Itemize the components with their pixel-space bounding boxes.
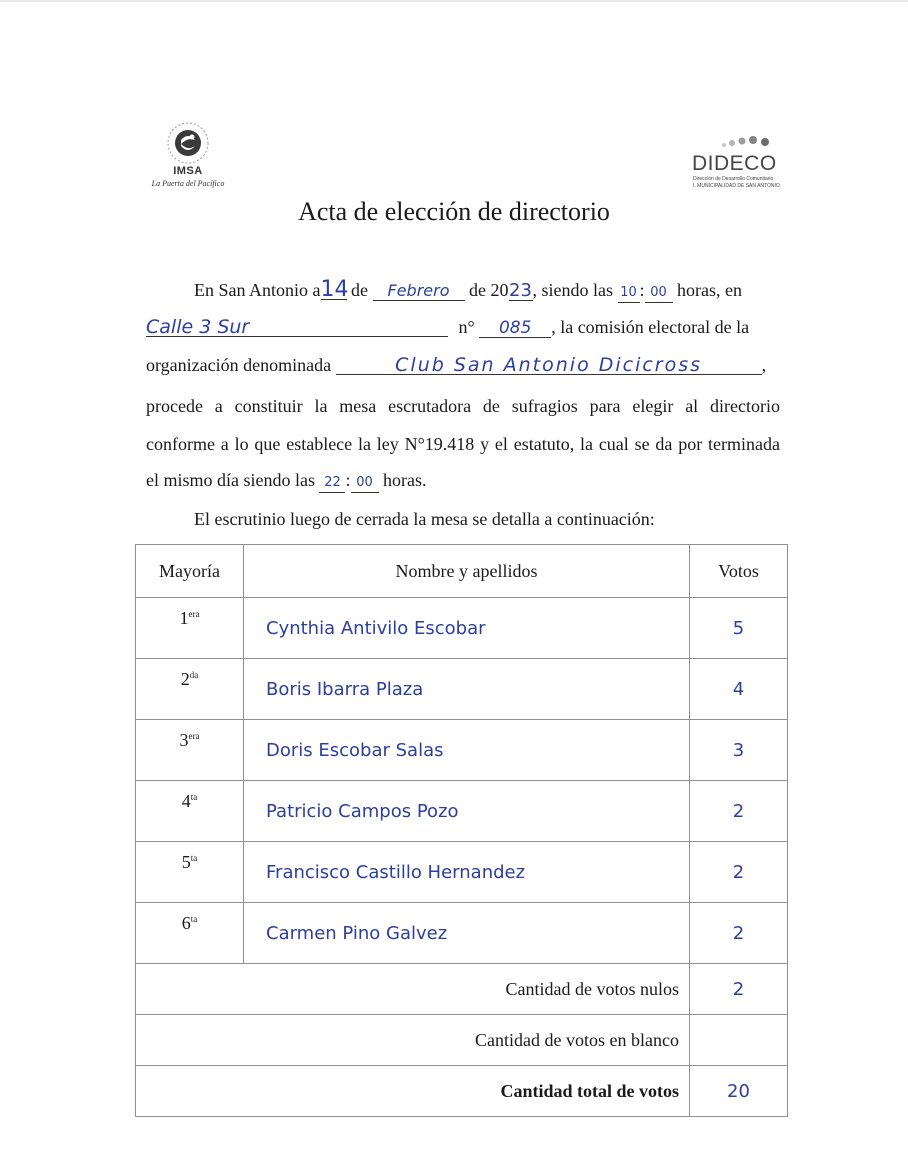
rank-number: 3 (179, 730, 189, 750)
imsa-tagline: La Puerta del Pacífico (151, 179, 225, 188)
day-field: 14 (320, 277, 349, 302)
candidate-name: Doris Escobar Salas (244, 720, 690, 781)
paragraph-line-5: conforme a lo que establece la ley N°19.418 y el estatuto, la cual se da por terminada (146, 434, 780, 454)
vote-count: 2 (690, 842, 788, 903)
rank-suffix: da (189, 670, 199, 680)
page-top-edge (0, 0, 908, 2)
header-mayoria: Mayoría (136, 545, 244, 598)
null-votes-label: Cantidad de votos nulos (136, 964, 690, 1015)
vote-count: 4 (690, 659, 788, 720)
rank-number: 6 (181, 913, 191, 933)
rank-suffix: era (188, 609, 200, 619)
header-nombre: Nombre y apellidos (244, 545, 690, 598)
rank-suffix: ta (190, 914, 198, 924)
text-fragment: de (351, 280, 368, 300)
blank-votes-label: Cantidad de votos en blanco (136, 1015, 690, 1066)
rank-cell (136, 903, 244, 964)
text-fragment: El escrutinio luego de cerrada la mesa se detalla a continuación: (194, 509, 655, 529)
dideco-name: DIDECO (692, 152, 777, 175)
paragraph-line-3 (146, 355, 780, 376)
vote-count: 5 (690, 598, 788, 659)
end-minute-field: 00 (351, 474, 379, 493)
header-votos: Votos (690, 545, 788, 598)
paragraph-line-2 (146, 317, 780, 338)
text-fragment: , siendo las (532, 280, 613, 300)
month-field: Febrero (373, 282, 465, 301)
total-votes-label: Cantidad total de votos (136, 1066, 690, 1117)
rank-cell (136, 659, 244, 720)
rank-cell (136, 720, 244, 781)
table-header-row (136, 545, 788, 598)
rank-cell (136, 842, 244, 903)
rank-cell (136, 598, 244, 659)
blank-votes-value (690, 1015, 788, 1066)
rank-suffix: era (188, 731, 200, 741)
paragraph-line-1: En San Antonio a14 de Febrero de 2023, siendo las 10 : 00 horas, en (194, 277, 742, 302)
rank-number: 1 (179, 608, 189, 628)
table-row (136, 781, 788, 842)
text-fragment: En San Antonio a (194, 280, 321, 300)
paragraph-line-7 (146, 509, 780, 530)
rank-cell (136, 781, 244, 842)
vote-count: 2 (690, 781, 788, 842)
results-table (135, 544, 788, 1117)
dideco-subtitle-1: Dirección de Desarrollo Comunitario (693, 176, 774, 182)
candidate-name: Francisco Castillo Hernandez (244, 842, 690, 903)
null-votes-value: 2 (690, 964, 788, 1015)
number-field: 085 (479, 319, 551, 338)
imsa-name: IMSA (173, 165, 203, 177)
candidate-name: Patricio Campos Pozo (244, 781, 690, 842)
text-fragment: de 20 (469, 280, 509, 300)
dideco-subtitle-2: I. MUNICIPALIDAD DE SAN ANTONIO (693, 183, 780, 189)
paragraph-line-4: procede a constituir la mesa escrutadora de sufragios para elegir al directorio (146, 396, 780, 416)
text-fragment: horas, en (677, 280, 742, 300)
end-hour-field: 22 (319, 474, 345, 493)
organization-field: Club San Antonio Dicicross (336, 356, 762, 375)
imsa-logo (146, 120, 230, 196)
imsa-emblem-icon (164, 120, 212, 166)
start-minute-field: 00 (645, 284, 673, 303)
candidate-name: Carmen Pino Galvez (244, 903, 690, 964)
vote-count: 3 (690, 720, 788, 781)
blank-votes-row (136, 1015, 788, 1066)
dideco-dots-icon (718, 134, 778, 152)
document-title: Acta de elección de directorio (298, 197, 610, 226)
total-votes-row (136, 1066, 788, 1117)
table-row (136, 903, 788, 964)
address-field: Calle 3 Sur (146, 318, 448, 337)
start-hour-field: 10 (618, 284, 640, 303)
candidate-name: Boris Ibarra Plaza (244, 659, 690, 720)
table-row (136, 598, 788, 659)
candidate-name: Cynthia Antivilo Escobar (244, 598, 690, 659)
dideco-logo (688, 134, 788, 194)
rank-number: 2 (180, 669, 190, 689)
rank-suffix: ta (190, 853, 198, 863)
year-field: 23 (509, 280, 532, 301)
vote-count: 2 (690, 903, 788, 964)
table-row (136, 659, 788, 720)
text-fragment: el mismo día siendo las (146, 470, 315, 490)
text-fragment: horas. (383, 470, 427, 490)
table-row (136, 842, 788, 903)
rank-number: 5 (181, 852, 191, 872)
paragraph-line-6: el mismo día siendo las 22 : 00 horas. (146, 470, 780, 493)
rank-suffix: ta (190, 792, 198, 802)
text-fragment: n° (458, 317, 475, 337)
total-votes-value: 20 (690, 1066, 788, 1117)
text-fragment: , (761, 355, 767, 375)
rank-number: 4 (181, 791, 191, 811)
null-votes-row (136, 964, 788, 1015)
text-fragment: , la comisión electoral de la (551, 317, 750, 337)
text-fragment: organización denominada (146, 355, 332, 375)
table-row (136, 720, 788, 781)
